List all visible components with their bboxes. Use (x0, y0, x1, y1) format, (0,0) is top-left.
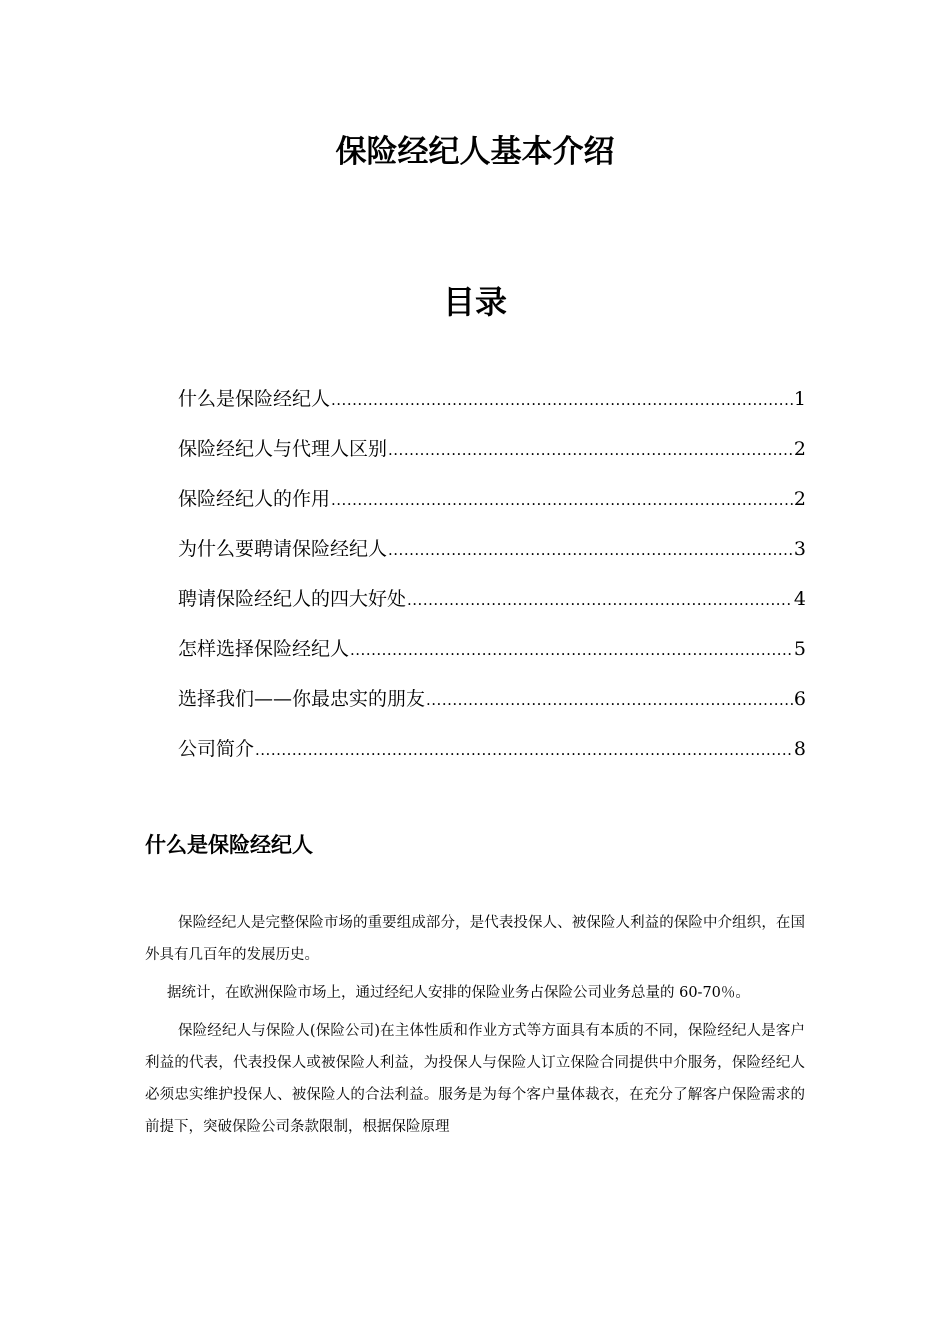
paragraph: 保险经纪人与保险人(保险公司)在主体性质和作业方式等方面具有本质的不同，保险经纪人是客户利益的代表，代表投保人或被保险人利益，为投保人与保险人订立保险合同提供中介服务，保险经纪人必须忠实维护投保人、被保险人的合法利益。服务是为每个客户量体裁衣，在充分了解客户保险需求的前提下，突破保险公司条款限制，根据保险原理 (145, 1023, 805, 1135)
toc-entry-text: 为什么要聘请保险经纪人 (178, 538, 388, 560)
toc-entry[interactable] (178, 734, 806, 784)
toc-entry-page: 3 (793, 538, 806, 560)
toc-entry-page: 8 (793, 738, 806, 760)
toc-entry-text: 保险经纪人的作用 (178, 488, 331, 510)
toc-entry[interactable] (178, 634, 806, 684)
section-body (145, 907, 805, 1149)
toc-leader (426, 685, 793, 715)
section-heading: 什么是保险经纪人 (145, 833, 313, 857)
toc-entry[interactable] (178, 534, 806, 584)
toc-leader (407, 585, 793, 615)
toc-leader (331, 385, 793, 415)
toc-entry[interactable] (178, 434, 806, 484)
paragraph: 据统计，在欧洲保险市场上，通过经纪人安排的保险业务占保险公司业务总量的 60-70％。 (167, 985, 750, 1001)
table-of-contents (178, 384, 806, 784)
toc-leader (255, 735, 793, 765)
document-title: 保险经纪人基本介绍 (335, 134, 615, 170)
toc-entry[interactable] (178, 384, 806, 434)
toc-entry-text: 公司简介 (178, 738, 255, 760)
paragraph: 保险经纪人是完整保险市场的重要组成部分，是代表投保人、被保险人利益的保险中介组织，在国外具有几百年的发展历史。 (145, 915, 805, 963)
toc-entry-text: 什么是保险经纪人 (178, 388, 331, 410)
toc-entry-text: 选择我们——你最忠实的朋友 (178, 688, 426, 710)
toc-entry-page: 2 (793, 488, 806, 510)
toc-entry[interactable] (178, 684, 806, 734)
toc-entry-text: 怎样选择保险经纪人 (178, 638, 350, 660)
toc-entry[interactable] (178, 584, 806, 634)
toc-entry-page: 5 (793, 638, 806, 660)
toc-entry-page: 6 (793, 688, 806, 710)
toc-leader (331, 485, 793, 515)
toc-entry-page: 4 (793, 588, 806, 610)
toc-leader (350, 635, 793, 665)
toc-entry-page: 1 (793, 388, 806, 410)
toc-entry-text: 聘请保险经纪人的四大好处 (178, 588, 407, 610)
toc-entry-page: 2 (793, 438, 806, 460)
toc-leader (388, 435, 793, 465)
toc-title: 目录 (442, 283, 507, 321)
toc-entry-text: 保险经纪人与代理人区别 (178, 438, 388, 460)
toc-entry[interactable] (178, 484, 806, 534)
toc-leader (388, 535, 793, 565)
